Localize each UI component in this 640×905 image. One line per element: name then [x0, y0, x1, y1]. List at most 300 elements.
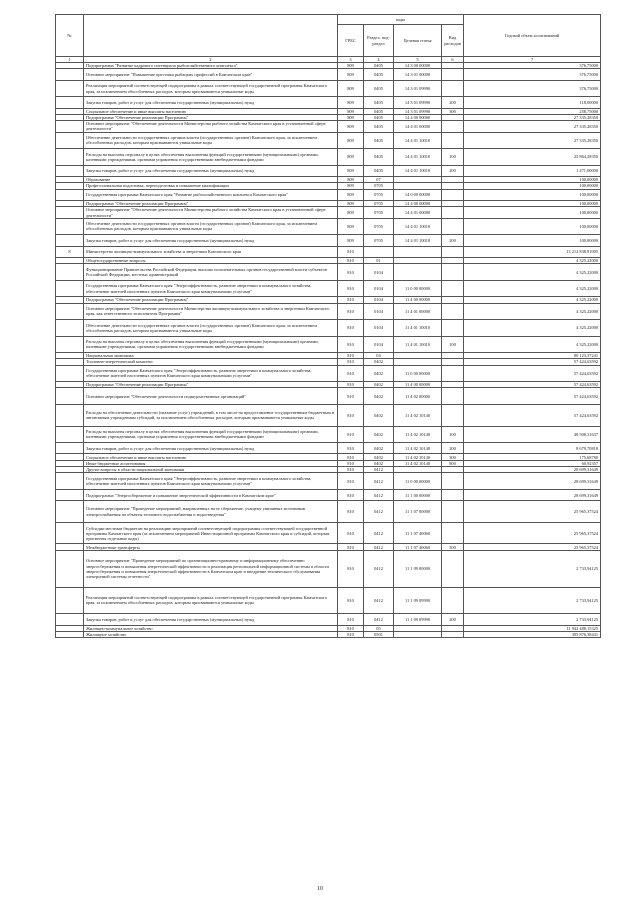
cell-name: Образование	[84, 177, 338, 183]
cell-grbs: 810	[338, 522, 364, 544]
cell-name: Государственная программа Камчатского края "Энергоэффективность, развитие энергетики и коммунального хозяйства, обеспечение жителей населенных пунктов Камчатского края коммунальными услугами"	[84, 473, 338, 490]
cell-name: Обеспечение деятельности государственных органов власти (государственных органов) Камчатского края, за исключением обособленных расходов, которым присваиваются уникальные коды	[84, 218, 338, 235]
cell-cs: 14 3 01 09990	[394, 97, 442, 108]
cell-cs: 14 3 00 00000	[394, 63, 442, 69]
cell-grbs: 810	[338, 473, 364, 490]
cell-grbs: 810	[338, 489, 364, 500]
table-row	[56, 97, 601, 108]
cell-grbs: 810	[338, 544, 364, 550]
table-row	[56, 165, 601, 176]
cell-num	[56, 614, 84, 625]
cell-grbs: 809	[338, 165, 364, 176]
cell-num	[56, 97, 84, 108]
cell-name: Закупка товаров, работ и услуг для обеспечения государственных (муниципальных) нужд	[84, 614, 338, 625]
cell-cs: 11 4 02 10140	[394, 454, 442, 460]
cell-cs: 11 1 07 00000	[394, 501, 442, 523]
table-row	[56, 246, 601, 257]
cell-name: Подпрограмма "Обеспечение реализации Программы"	[84, 114, 338, 120]
cell-amount: 2 733,94125	[464, 614, 601, 625]
cell-vr	[442, 501, 464, 523]
cell-grbs: 809	[338, 80, 364, 97]
cell-cs: 11 1 07 40060	[394, 544, 442, 550]
cell-amount: 1 471,00000	[464, 165, 601, 176]
cell-name: Жилищное хозяйство	[84, 632, 338, 638]
cell-vr	[442, 632, 464, 638]
cell-amount: 27 335,28350	[464, 132, 601, 149]
cell-rz: 0705	[364, 207, 394, 218]
table-row	[56, 404, 601, 426]
cell-name: Реализация мероприятий соответствующей подпрограммы в рамках соответствующей государственной программы Камчатского края, за исключением обособленных расходов, которым присваиваются уникальные коды	[84, 80, 338, 97]
cell-grbs: 810	[338, 353, 364, 359]
cell-name: Общегосударственные вопросы	[84, 258, 338, 264]
cell-num	[56, 443, 84, 454]
cell-cs: 11 4 02 10140	[394, 443, 442, 454]
cell-rz: 0104	[364, 297, 394, 303]
cell-name: Субсидии местным бюджетам на реализацию мероприятий соответствующей подпрограммы соответствующей государственной программы Камчатского края (за исключением мероприятий Инвестиционной программы Камчатского края и субсидий, которым присвоены отдельные коды)	[84, 522, 338, 544]
cell-vr	[442, 388, 464, 405]
cell-name: Реализация мероприятий соответствующей подпрограммы в рамках соответствующей государственной программы Камчатского края, за исключением обособленных расходов, которым присваиваются уникальные коды	[84, 587, 338, 614]
cell-cs	[394, 264, 442, 281]
cell-name: Профессиональная подготовка, переподготовка и повышение квалификации	[84, 183, 338, 189]
cell-amount: 80 123,37241	[464, 353, 601, 359]
cell-amount: 27 335,28350	[464, 114, 601, 120]
index-cell: 1	[56, 57, 84, 63]
cell-name: Межбюджетные трансферты	[84, 544, 338, 550]
cell-rz: 0402	[364, 443, 394, 454]
cell-name: Функционирование Правительства Российской Федерации, высших исполнительных органов государственной власти субъектов Российской Федерации, местных администраций	[84, 264, 338, 281]
cell-rz: 07	[364, 177, 394, 183]
cell-num	[56, 404, 84, 426]
cell-cs: 14 4 01 10010	[394, 132, 442, 149]
table-row	[56, 303, 601, 320]
cell-grbs: 810	[338, 460, 364, 466]
cell-cs: 11 4 02 10140	[394, 460, 442, 466]
cell-amount: 376,75000	[464, 80, 601, 97]
cell-grbs: 809	[338, 108, 364, 114]
table-header	[56, 15, 601, 63]
cell-num	[56, 550, 84, 587]
header-vr: Вид расходов	[442, 25, 464, 57]
cell-amount: 100,00000	[464, 218, 601, 235]
cell-cs: 11 4 00 00000	[394, 382, 442, 388]
cell-name: Социальное обеспечение и иные выплаты населению	[84, 454, 338, 460]
cell-vr: 200	[442, 443, 464, 454]
table-row	[56, 320, 601, 337]
cell-rz: 0405	[364, 63, 394, 69]
index-cell: 7	[464, 57, 601, 63]
cell-vr: 200	[442, 235, 464, 246]
cell-rz: 0412	[364, 614, 394, 625]
cell-vr	[442, 522, 464, 544]
cell-name: Подпрограмма "Развитие кадрового потенциала рыбохозяйственного комплекса"	[84, 63, 338, 69]
cell-rz: 0402	[364, 382, 394, 388]
cell-grbs: 810	[338, 501, 364, 523]
cell-grbs: 809	[338, 132, 364, 149]
cell-cs: 14 4 01 10010	[394, 165, 442, 176]
cell-amount: 8 679,70818	[464, 443, 601, 454]
cell-cs: 14 4 00 00000	[394, 114, 442, 120]
cell-rz: 0412	[364, 544, 394, 550]
cell-cs: 14 4 01 00000	[394, 121, 442, 132]
cell-vr	[442, 264, 464, 281]
cell-rz: 0104	[364, 320, 394, 337]
table-row	[56, 489, 601, 500]
cell-num	[56, 189, 84, 200]
cell-amount: 376,75000	[464, 63, 601, 69]
cell-name: Государственная программа Камчатского края "Энергоэффективность, развитие энергетики и коммунального хозяйства, обеспечение жителей населенных пунктов Камчатского края коммунальными услугами"	[84, 365, 338, 382]
header-rz: Раздел, под-раздел	[364, 25, 394, 57]
cell-vr	[442, 218, 464, 235]
cell-cs: 11 4 02 10140	[394, 426, 442, 443]
cell-vr: 300	[442, 454, 464, 460]
cell-cs: 11 0 00 00000	[394, 365, 442, 382]
cell-grbs: 809	[338, 183, 364, 189]
index-cell: 5	[394, 57, 442, 63]
cell-rz: 0412	[364, 522, 394, 544]
cell-cs: 14 4 00 00000	[394, 201, 442, 207]
cell-grbs: 810	[338, 303, 364, 320]
cell-cs: 11 1 00 00000	[394, 489, 442, 500]
cell-amount: 57 424,63592	[464, 404, 601, 426]
table-row	[56, 522, 601, 544]
cell-cs: 14 4 01 00000	[394, 207, 442, 218]
cell-vr: 200	[442, 97, 464, 108]
cell-grbs: 809	[338, 189, 364, 200]
cell-name: Государственная программа Камчатского края "Энергоэффективность, развитие энергетики и коммунального хозяйства, обеспечение жителей населенных пунктов Камчатского края коммунальными услугами"	[84, 280, 338, 297]
cell-rz: 0402	[364, 404, 394, 426]
cell-num	[56, 149, 84, 166]
cell-num	[56, 69, 84, 80]
cell-rz: 0104	[364, 264, 394, 281]
table-row	[56, 218, 601, 235]
cell-name: Топливно-энергетический комплекс	[84, 359, 338, 365]
table-row	[56, 614, 601, 625]
cell-vr	[442, 280, 464, 297]
cell-cs: 11 1 09 00000	[394, 550, 442, 587]
cell-amount: 395 876,38441	[464, 632, 601, 638]
cell-amount: 57 424,63592	[464, 388, 601, 405]
cell-amount: 118,00000	[464, 97, 601, 108]
cell-name: Основное мероприятие "Повышение престижа рыбацких профессий в Камчатском крае"	[84, 69, 338, 80]
cell-amount: 28 699,31649	[464, 489, 601, 500]
table-row	[56, 69, 601, 80]
cell-amount: 57 424,63592	[464, 382, 601, 388]
cell-rz: 0104	[364, 303, 394, 320]
cell-grbs: 810	[338, 632, 364, 638]
cell-num	[56, 320, 84, 337]
cell-rz: 0405	[364, 97, 394, 108]
header-name	[84, 15, 338, 57]
cell-vr	[442, 121, 464, 132]
table-row	[56, 550, 601, 587]
cell-num	[56, 80, 84, 97]
cell-rz: 0705	[364, 218, 394, 235]
cell-grbs: 809	[338, 121, 364, 132]
cell-name: Другие вопросы в области национальной экономики	[84, 467, 338, 473]
cell-grbs: 810	[338, 587, 364, 614]
cell-cs: 11 4 02 10140	[394, 404, 442, 426]
table-row	[56, 388, 601, 405]
cell-num	[56, 336, 84, 353]
cell-name: Подпрограмма "Обеспечение реализации Программы"	[84, 297, 338, 303]
cell-vr	[442, 404, 464, 426]
cell-rz: 0705	[364, 235, 394, 246]
cell-name: Социальное обеспечение и иные выплаты населению	[84, 108, 338, 114]
cell-cs: 11 4 01 10010	[394, 320, 442, 337]
header-cs: Целевая статья	[394, 25, 442, 57]
cell-rz: 05	[364, 625, 394, 631]
cell-cs: 11 1 09 09990	[394, 614, 442, 625]
cell-rz: 0412	[364, 501, 394, 523]
cell-num	[56, 264, 84, 281]
page-number: 10	[317, 886, 323, 892]
cell-cs: 14 4 01 10010	[394, 235, 442, 246]
cell-vr: 800	[442, 460, 464, 466]
cell-name: Основное мероприятие "Обеспечение деятельности Министерства рыбного хозяйства Камчатского края в установленной сфере деятельности"	[84, 121, 338, 132]
cell-vr	[442, 132, 464, 149]
cell-vr	[442, 320, 464, 337]
cell-amount: 2 733,94125	[464, 550, 601, 587]
cell-grbs: 809	[338, 177, 364, 183]
cell-amount: 60,92357	[464, 460, 601, 466]
cell-amount: 4 325,22000	[464, 258, 601, 264]
cell-rz: 04	[364, 353, 394, 359]
table-row	[56, 501, 601, 523]
cell-rz: 0705	[364, 183, 394, 189]
cell-rz: 0402	[364, 359, 394, 365]
cell-rz: 0405	[364, 80, 394, 97]
cell-name: Основное мероприятие "Обеспечение деятельности подведомственных организаций"	[84, 388, 338, 405]
header-grbs: ГРБС	[338, 25, 364, 57]
cell-rz: 0405	[364, 121, 394, 132]
cell-num	[56, 235, 84, 246]
table-row	[56, 426, 601, 443]
cell-amount: 4 325,22000	[464, 297, 601, 303]
cell-name: Основное мероприятие "Проведение мероприятий, направленных на ее сбережение, учащему увязанных источников электроснабжения на объекты теплового водоснабжения и водоотведения"	[84, 501, 338, 523]
cell-grbs: 810	[338, 264, 364, 281]
cell-rz: 0412	[364, 473, 394, 490]
cell-name: Подпрограмма "Обеспечение реализации Программы"	[84, 382, 338, 388]
cell-cs: 11 1 09 09990	[394, 587, 442, 614]
cell-rz: 0412	[364, 587, 394, 614]
cell-amount: 100,00000	[464, 207, 601, 218]
index-cell: 2	[84, 57, 338, 63]
cell-grbs: 810	[338, 404, 364, 426]
cell-grbs: 810	[338, 258, 364, 264]
cell-cs: 11 4 01 10010	[394, 336, 442, 353]
cell-amount: 4 325,22000	[464, 280, 601, 297]
cell-rz: 0501	[364, 632, 394, 638]
header-codes: коды	[338, 15, 464, 25]
cell-grbs: 810	[338, 614, 364, 625]
cell-name: Расходы на выплаты персоналу в целях обеспечения выполнения функций государственными (муниципальными) органами, казенными учреждениями, органами управления государственными внебюджетными фондами	[84, 336, 338, 353]
cell-num	[56, 207, 84, 218]
cell-vr: 200	[442, 165, 464, 176]
cell-cs	[394, 632, 442, 638]
cell-amount: 4 325,22000	[464, 303, 601, 320]
cell-rz: 0705	[364, 189, 394, 200]
header-amount: Годовой объем ассигнований	[464, 15, 601, 57]
cell-grbs: 810	[338, 625, 364, 631]
cell-cs: 14 3 01 09990	[394, 80, 442, 97]
cell-num	[56, 132, 84, 149]
index-cell: 4	[364, 57, 394, 63]
cell-rz: 0412	[364, 489, 394, 500]
cell-amount: 25 965,37524	[464, 544, 601, 550]
cell-name: Подпрограмма "Энергосбережение и повышение энергетической эффективности в Камчатском крае"	[84, 489, 338, 500]
cell-rz: 0402	[364, 388, 394, 405]
cell-name: Жилищно-коммунальное хозяйство	[84, 625, 338, 631]
cell-grbs: 810	[338, 246, 364, 257]
cell-grbs: 810	[338, 297, 364, 303]
cell-amount: 100,00000	[464, 177, 601, 183]
cell-num: 8	[56, 246, 84, 257]
table-row	[56, 336, 601, 353]
cell-vr: 200	[442, 614, 464, 625]
table-row	[56, 207, 601, 218]
cell-grbs: 809	[338, 69, 364, 80]
cell-amount: 13 212 838,91005	[464, 246, 601, 257]
cell-grbs: 810	[338, 426, 364, 443]
table-row	[56, 189, 601, 200]
cell-vr	[442, 80, 464, 97]
cell-vr: 100	[442, 149, 464, 166]
cell-amount: 100,00000	[464, 183, 601, 189]
cell-name: Обеспечение деятельности государственных органов власти (государственных органов) Камчатского края, за исключением обособленных расходов, которым присваиваются уникальные коды	[84, 320, 338, 337]
cell-num	[56, 165, 84, 176]
cell-grbs: 810	[338, 365, 364, 382]
table-row	[56, 365, 601, 382]
cell-rz: 0104	[364, 336, 394, 353]
cell-grbs: 809	[338, 207, 364, 218]
cell-cs: 11 0 00 00000	[394, 280, 442, 297]
cell-grbs: 810	[338, 336, 364, 353]
index-cell: 6	[442, 57, 464, 63]
cell-amount: 4 325,22000	[464, 336, 601, 353]
cell-amount: 25 965,37524	[464, 522, 601, 544]
cell-rz: 0405	[364, 132, 394, 149]
cell-grbs: 809	[338, 97, 364, 108]
cell-name: Расходы на обеспечение деятельности (оказание услуг) учреждений, в том числе на предоставление государственным бюджетным и автономным учреждениям субсидий, за исключением обособленных расходов, которым присваиваются уникальные коды	[84, 404, 338, 426]
table-row	[56, 443, 601, 454]
cell-num	[56, 365, 84, 382]
cell-vr	[442, 246, 464, 257]
cell-vr	[442, 550, 464, 587]
cell-name: Закупка товаров, работ и услуг для обеспечения государственных (муниципальных) нужд	[84, 165, 338, 176]
cell-grbs: 810	[338, 280, 364, 297]
cell-num	[56, 218, 84, 235]
cell-cs	[394, 246, 442, 257]
cell-rz: 01	[364, 258, 394, 264]
cell-rz: 0412	[364, 467, 394, 473]
cell-amount: 100,00000	[464, 201, 601, 207]
cell-vr: 300	[442, 108, 464, 114]
cell-name: Основное мероприятие "Проведение мероприятий по организационно-правовому и информационному обеспечению энергосбережения и повышения энергетической эффективности и реализация региональной информационной системы в области энергосбережения и повышения энергетической эффективности в Камчатском крае и внедрение технического обслуживания электронной системы отчетности"	[84, 550, 338, 587]
cell-amount: 100,00000	[464, 189, 601, 200]
cell-num	[56, 473, 84, 490]
cell-amount: 258,75000	[464, 108, 601, 114]
cell-vr	[442, 69, 464, 80]
cell-rz: 0405	[364, 165, 394, 176]
cell-num	[56, 121, 84, 132]
cell-vr	[442, 587, 464, 614]
cell-name: Закупка товаров, работ и услуг для обеспечения государственных (муниципальных) нужд	[84, 235, 338, 246]
cell-vr: 500	[442, 544, 464, 550]
cell-grbs: 810	[338, 454, 364, 460]
cell-amount: 25 864,28350	[464, 149, 601, 166]
cell-cs: 14 3 01 00000	[394, 69, 442, 80]
table-row	[56, 235, 601, 246]
table-row	[56, 80, 601, 97]
table-row	[56, 132, 601, 149]
cell-cs: 11 1 07 40060	[394, 522, 442, 544]
cell-cs: 14 0 00 00000	[394, 189, 442, 200]
table-body	[56, 63, 601, 638]
table-row	[56, 473, 601, 490]
table-row	[56, 149, 601, 166]
cell-vr	[442, 303, 464, 320]
cell-grbs: 810	[338, 467, 364, 473]
cell-amount: 11 942 488,15325	[464, 625, 601, 631]
cell-rz: 0402	[364, 365, 394, 382]
cell-grbs: 809	[338, 201, 364, 207]
cell-name: Основное мероприятие "Обеспечение деятельности Министерства жилищно-коммунального хозяйства и энергетики Камчатского края, как ответственного исполнителя Программы"	[84, 303, 338, 320]
index-cell: 3	[338, 57, 364, 63]
cell-vr	[442, 207, 464, 218]
cell-name: Обеспечение деятельности государственных органов власти (государственных органов) Камчатского края, за исключением обособленных расходов, которым присваиваются уникальные коды	[84, 132, 338, 149]
cell-name: Основное мероприятие "Обеспечение деятельности Министерства рыбного хозяйства Камчатского края в установленной сфере деятельности"	[84, 207, 338, 218]
header-num: №	[56, 15, 84, 57]
cell-amount: 100,00000	[464, 235, 601, 246]
cell-amount: 25 965,37524	[464, 501, 601, 523]
budget-table	[55, 14, 601, 638]
cell-name: Закупка товаров, работ и услуг для обеспечения государственных (муниципальных) нужд	[84, 97, 338, 108]
cell-grbs: 810	[338, 382, 364, 388]
table-row	[56, 280, 601, 297]
cell-rz: 0402	[364, 426, 394, 443]
cell-vr: 100	[442, 336, 464, 353]
cell-amount: 28 699,31649	[464, 473, 601, 490]
cell-grbs: 809	[338, 63, 364, 69]
cell-rz: 0405	[364, 149, 394, 166]
cell-cs: 14 4 01 10010	[394, 218, 442, 235]
cell-num	[56, 303, 84, 320]
cell-grbs: 809	[338, 235, 364, 246]
cell-amount: 57 424,63592	[464, 365, 601, 382]
cell-num	[56, 426, 84, 443]
cell-amount: 48 508,31637	[464, 426, 601, 443]
cell-amount: 2 733,94125	[464, 587, 601, 614]
cell-rz: 0405	[364, 114, 394, 120]
cell-rz	[364, 246, 394, 257]
cell-rz: 0705	[364, 201, 394, 207]
cell-vr	[442, 489, 464, 500]
cell-grbs: 809	[338, 114, 364, 120]
table-row	[56, 121, 601, 132]
cell-name: Иные бюджетные ассигнования	[84, 460, 338, 466]
cell-vr	[442, 365, 464, 382]
cell-rz: 0405	[364, 69, 394, 80]
cell-num	[56, 388, 84, 405]
cell-cs: 11 4 01 00000	[394, 303, 442, 320]
cell-rz: 0104	[364, 280, 394, 297]
cell-grbs: 810	[338, 359, 364, 365]
cell-name: Закупка товаров, работ и услуг для обеспечения государственных (муниципальных) нужд	[84, 443, 338, 454]
cell-amount: 27 335,28350	[464, 121, 601, 132]
cell-amount: 57 424,63592	[464, 359, 601, 365]
cell-num	[56, 489, 84, 500]
cell-grbs: 810	[338, 550, 364, 587]
